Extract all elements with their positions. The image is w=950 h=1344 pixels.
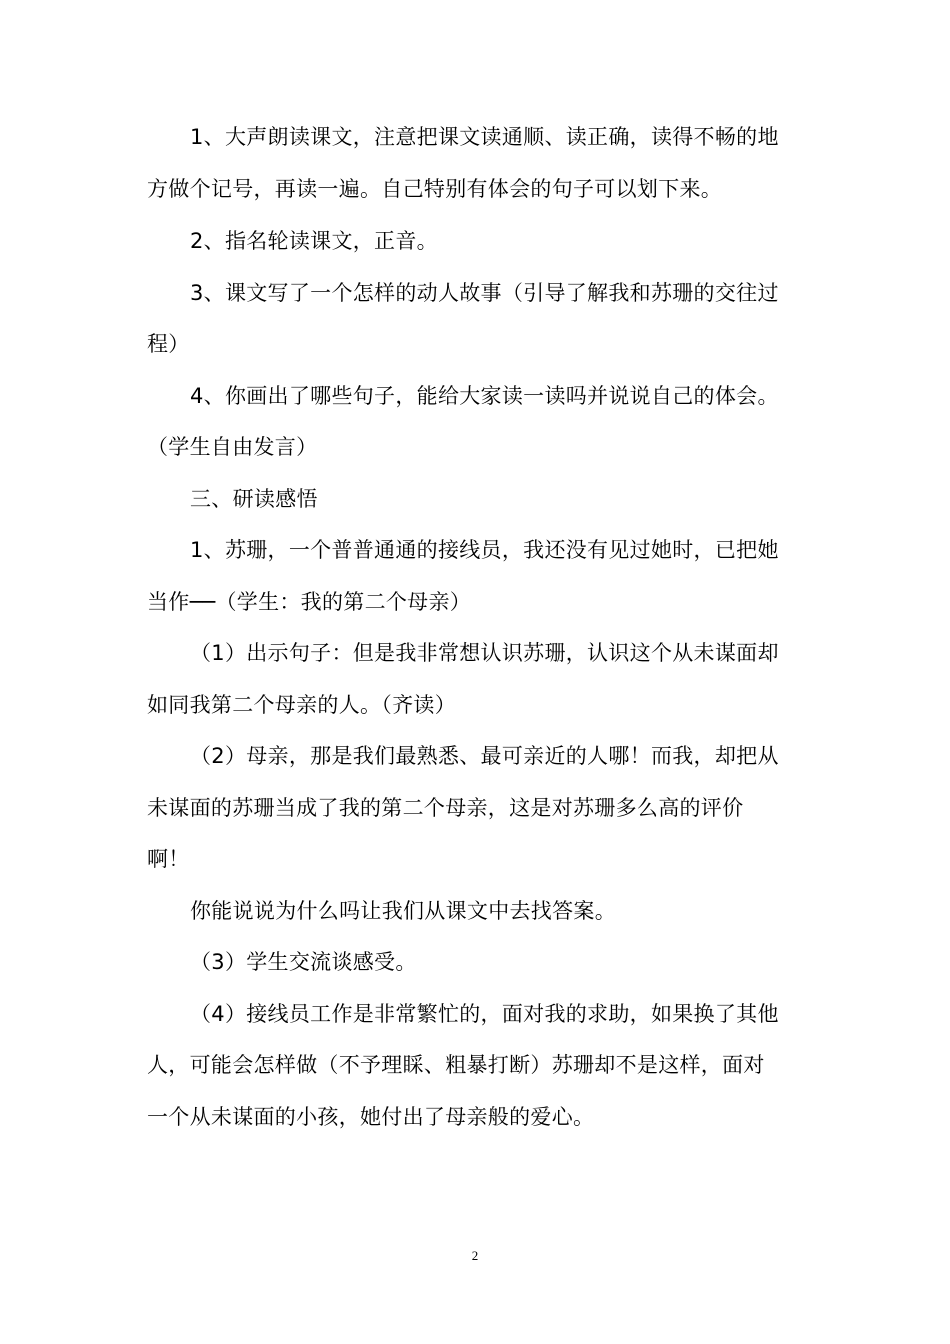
paragraph-line-20: 一个从未谋面的小孩，她付出了母亲般的爱心。 <box>147 1105 595 1129</box>
paragraph-line-14: 未谋面的苏珊当成了我的第二个母亲，这是对苏珊多么高的评价 <box>147 796 744 820</box>
paragraph-line-4: 3、课文写了一个怎样的动人故事（引导了解我和苏珊的交往过 <box>190 281 779 305</box>
section-heading: 三、研读感悟 <box>190 487 318 511</box>
page-number: 2 <box>471 1248 479 1263</box>
paragraph-line-13: （2）母亲，那是我们最熟悉、最可亲近的人哪！而我，却把从 <box>190 744 779 768</box>
paragraph-line-19: 人，可能会怎样做（不予理睬、粗暴打断）苏珊却不是这样，面对 <box>147 1053 765 1077</box>
paragraph-line-2: 方做个记号，再读一遍。自己特别有体会的句子可以划下来。 <box>147 177 723 201</box>
paragraph-line-18: （4）接线员工作是非常繁忙的，面对我的求助，如果换了其他 <box>190 1002 779 1026</box>
paragraph-line-11: （1）出示句子：但是我非常想认识苏珊，认识这个从未谋面却 <box>190 641 779 665</box>
paragraph-line-17: （3）学生交流谈感受。 <box>190 950 417 974</box>
paragraph-line-15: 啊！ <box>147 847 190 871</box>
paragraph-line-7: （学生自由发言） <box>147 435 318 459</box>
paragraph-line-6: 4、你画出了哪些句子，能给大家读一读吗并说说自己的体会。 <box>190 384 779 408</box>
paragraph-line-16: 你能说说为什么吗让我们从课文中去找答案。 <box>190 899 616 923</box>
paragraph-line-5: 程） <box>147 332 190 356</box>
paragraph-line-10: 当作──（学生：我的第二个母亲） <box>147 590 472 614</box>
paragraph-line-3: 2、指名轮读课文，正音。 <box>190 229 438 253</box>
paragraph-line-9: 1、苏珊，一个普普通通的接线员，我还没有见过她时，已把她 <box>190 538 779 562</box>
paragraph-line-1: 1、大声朗读课文，注意把课文读通顺、读正确，读得不畅的地 <box>190 125 779 149</box>
paragraph-line-12: 如同我第二个母亲的人。（齐读） <box>147 693 456 717</box>
